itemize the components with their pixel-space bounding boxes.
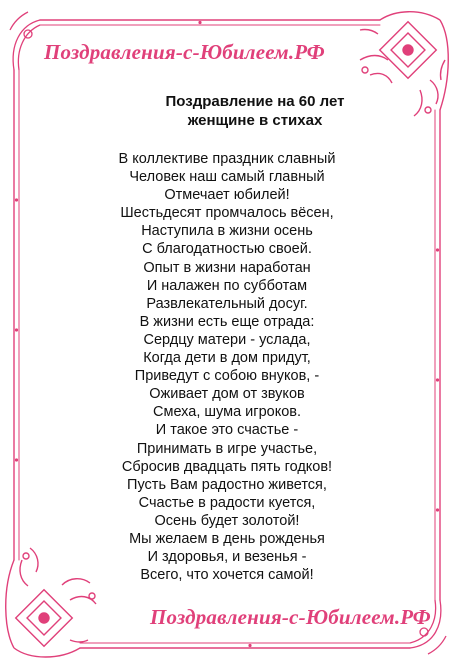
poem-line: И такое это счастье -	[155, 422, 299, 439]
poem-line: Пусть Вам радостно живется,	[127, 476, 327, 493]
poem-line: С благодатностью своей.	[142, 241, 312, 258]
poem-line: Когда дети в дом придут,	[143, 350, 311, 367]
poem-line: Опыт в жизни наработан	[143, 259, 311, 276]
poem-line: Оживает дом от звуков	[149, 386, 305, 403]
poem-line: Приведут с собою внуков, -	[134, 368, 320, 385]
poem-line: Всего, что хочется самой!	[140, 567, 314, 584]
poem-line: Человек наш самый главный	[129, 169, 325, 186]
poem-line: Развлекательный досуг.	[146, 295, 308, 312]
poem-line: Наступила в жизни осень	[141, 223, 313, 240]
poem-line: Отмечает юбилей!	[164, 187, 290, 204]
poem-text	[60, 150, 394, 584]
poem-line: Сердцу матери - услада,	[143, 331, 311, 348]
poem-line: Счастье в радости куется,	[138, 494, 316, 511]
poem-line: Осень будет золотой!	[154, 512, 300, 529]
poem-line: Сбросив двадцать пять годков!	[121, 458, 333, 475]
poem-line: В жизни есть еще отрада:	[139, 313, 315, 330]
title-line-2: женщине в стихах	[187, 112, 323, 129]
poem-line: И налажен по субботам	[146, 277, 308, 294]
title-line-1: Поздравление на 60 лет	[165, 93, 345, 110]
poem-line: Шестьдесят промчалось вёсен,	[120, 205, 334, 222]
poem-line: Смеха, шума игроков.	[153, 404, 301, 421]
site-watermark-bottom: Поздравления-с-Юбилеем.РФ	[150, 605, 431, 629]
page-title	[120, 92, 390, 130]
poem-line: Принимать в игре участье,	[136, 440, 318, 457]
poem-line: И здоровья, и везенья -	[147, 549, 307, 566]
poem-line: Мы желаем в день рожденья	[129, 530, 325, 547]
site-watermark-top: Поздравления-с-Юбилеем.РФ	[44, 40, 325, 64]
poem-line: В коллективе праздник славный	[118, 151, 336, 167]
